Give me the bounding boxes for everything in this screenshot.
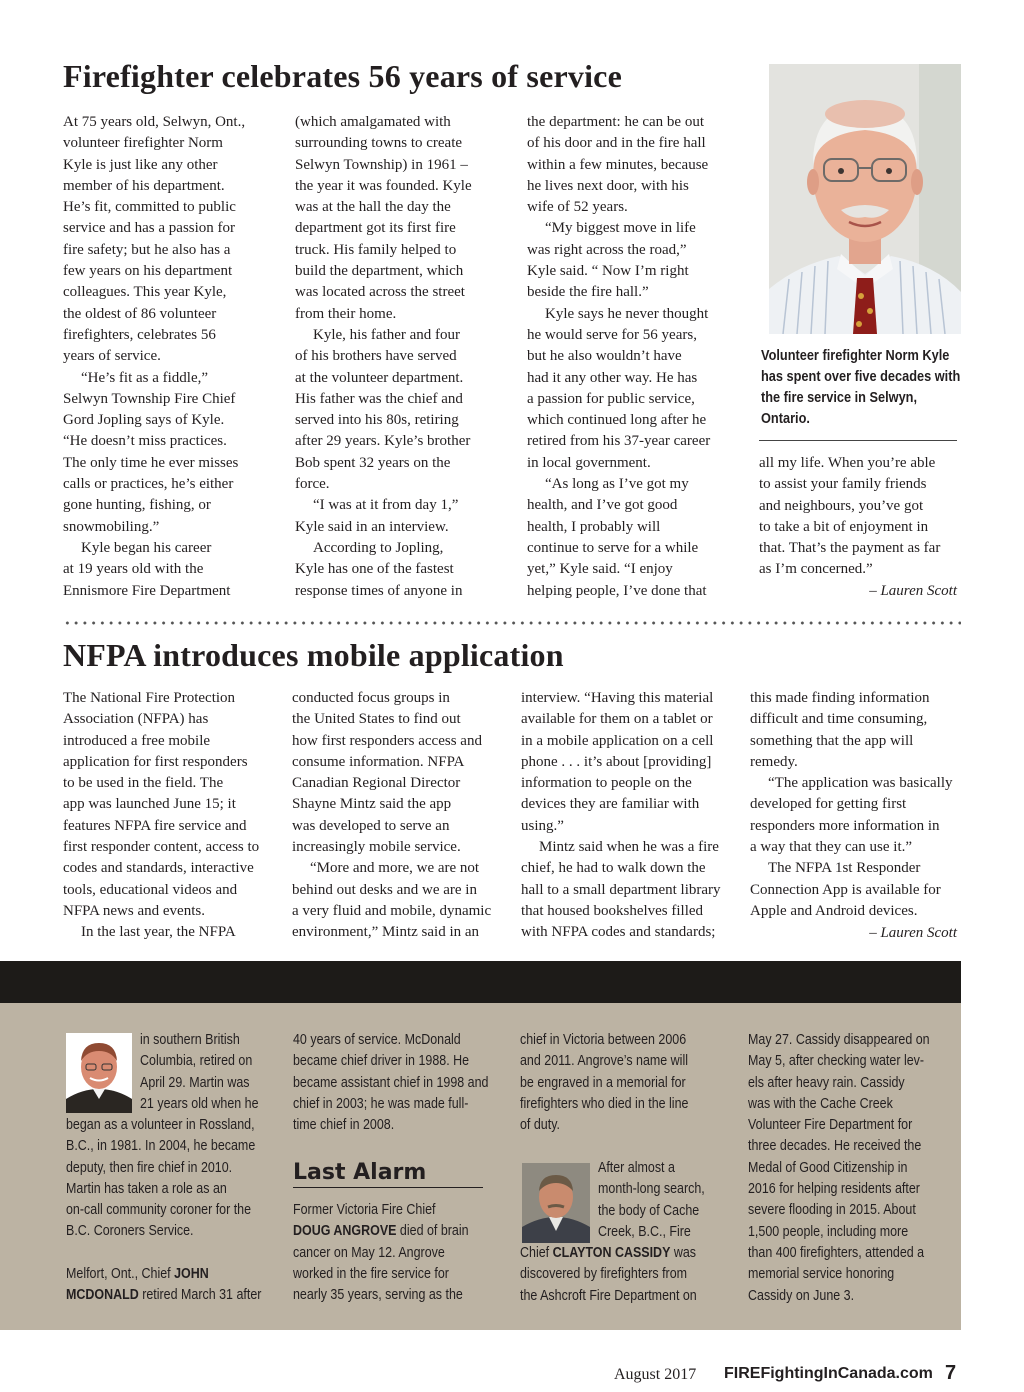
text-line: Kyle has one of the fastest	[295, 561, 454, 578]
text-line: “He’s fit as a fiddle,”	[81, 369, 209, 386]
text-line: response times of anyone in	[295, 582, 463, 599]
text-line: the Ashcroft Fire Department on	[520, 1287, 697, 1304]
text-line: the year it was founded. Kyle	[295, 177, 472, 194]
text-line: Creek, B.C., Fire	[598, 1223, 691, 1240]
text-line: at the volunteer department.	[295, 369, 464, 386]
text-line: be engraved in a memorial for	[520, 1074, 686, 1091]
text-line: volunteer firefighter Norm	[63, 135, 223, 152]
text-line: discovered by firefighters from	[520, 1266, 688, 1283]
alarm-col3-wrap	[598, 1158, 727, 1243]
text-line: than 400 firefighters, attended a	[748, 1244, 925, 1261]
section-divider	[63, 620, 961, 626]
text-line: was right across the road,”	[527, 241, 687, 258]
text-line: Medal of Good Citizenship in	[748, 1159, 908, 1176]
text-line: The National Fire Protection	[63, 690, 236, 706]
text-line: worked in the fire service for	[293, 1265, 449, 1282]
text-line: introduced a free mobile	[63, 732, 211, 749]
text-line: that. That’s the payment as far	[759, 540, 941, 557]
text-line: the United States to find out	[292, 711, 461, 728]
text-line: Kyle says he never thought	[545, 305, 709, 322]
text-line: became chief driver in 1988. He	[293, 1053, 470, 1070]
norm-kyle-photo	[769, 64, 961, 334]
footer-date: August 2017	[614, 1366, 697, 1383]
text-line: surrounding towns to create	[295, 135, 463, 152]
text-line: all my life. When you’re able	[759, 455, 936, 471]
text-line: “My biggest move in life	[545, 220, 696, 237]
text-line: three decades. He received the	[748, 1138, 922, 1155]
text-line: His father was the chief and	[295, 390, 463, 407]
text-line: Shayne Mintz said the app	[292, 796, 452, 813]
article2-col4	[750, 688, 961, 922]
alarm-col3: Chief CLAYTON CASSIDY was discovered by firefighters from the Ashcroft Fire Department on	[520, 1243, 718, 1307]
text-line: a very fluid and mobile, dynamic	[292, 902, 492, 919]
article1-col4	[759, 453, 961, 581]
text-line: department got its first fire	[295, 220, 456, 237]
photo-caption: Volunteer firefighter Norm Kyle has spent over five decades with the fire service in Selwyn, Ontario.	[761, 348, 961, 427]
text-line: Kyle, his father and four	[313, 326, 461, 343]
text-line: hall to a small department library	[521, 881, 721, 898]
text-line: interview. “Having this material	[521, 690, 714, 706]
text-line: severe flooding in 2015. About	[748, 1202, 916, 1219]
text-line: app was launched June 15; it	[63, 796, 236, 813]
text-line: that housed bookshelves filled	[521, 902, 704, 919]
text-line: At 75 years old, Selwyn, Ont.,	[63, 114, 246, 130]
text-line: on-call community coroner for the	[66, 1202, 252, 1219]
text-line: developed for getting first	[750, 796, 907, 813]
text-line: became assistant chief in 1998 and	[293, 1074, 489, 1091]
text-line: to take a bit of enjoyment in	[759, 518, 929, 535]
text-line: May 5, after checking water lev-	[748, 1053, 925, 1070]
text-line: in a mobile application on a cell	[521, 732, 714, 749]
text-line: he would serve for 56 years,	[527, 326, 697, 343]
article1-col2	[295, 112, 510, 602]
text-line: yet,” Kyle said. “I enjoy	[527, 561, 673, 578]
text-line: 40 years of service. McDonald	[293, 1032, 461, 1048]
cassidy-photo	[522, 1163, 590, 1243]
text-line: member of his department.	[63, 177, 225, 194]
article2-title: NFPA introduces mobile application	[63, 637, 564, 673]
text-line: In the last year, the NFPA	[81, 924, 236, 941]
text-line: May 27. Cassidy disappeared on	[748, 1032, 930, 1048]
text-line: tools, educational videos and	[63, 881, 238, 898]
john-mcdonald-name-first: JOHN	[174, 1266, 209, 1282]
text-line: Kyle is just like any other	[63, 156, 218, 173]
text-line: this made finding information	[750, 690, 930, 706]
text-line: colleagues. This year Kyle,	[63, 284, 227, 301]
text-line: month-long search,	[598, 1181, 705, 1198]
john-mcdonald-name-last: MCDONALD	[66, 1287, 139, 1304]
last-alarm-heading: Last Alarm	[293, 1160, 483, 1188]
text-line: helping people, I’ve done that	[527, 582, 707, 599]
text-line: snowmobiling.”	[63, 518, 160, 535]
text-line: B.C. Coroners Service.	[66, 1223, 194, 1240]
text-line: The only time he ever misses	[63, 454, 239, 471]
text-line: a way that they can use it.”	[750, 839, 913, 856]
text-line: fire safety; but he also has a	[63, 241, 231, 258]
text-line: Apple and Android devices.	[750, 902, 918, 919]
text-line: to be used in the field. The	[63, 775, 224, 792]
alarm-col1-wrap	[140, 1030, 269, 1115]
text-line: Ennismore Fire Department	[63, 582, 231, 599]
clayton-cassidy-name: CLAYTON CASSIDY	[552, 1245, 671, 1261]
text-line: “More and more, we are not	[310, 860, 480, 877]
text-line: of his brothers have served	[295, 348, 457, 365]
text-line: chief, he had to walk down the	[521, 860, 706, 877]
text-line: The NFPA 1st Responder	[768, 860, 921, 877]
dark-header-band	[0, 961, 961, 1003]
text-line: at 19 years old with the	[63, 561, 204, 578]
text-line: “The application was basically	[768, 775, 953, 792]
text-line: in southern British	[140, 1032, 240, 1048]
martin-photo	[66, 1033, 132, 1113]
text-line: consume information. NFPA	[292, 753, 465, 770]
text-line: environment,” Mintz said in an	[292, 924, 480, 941]
text-line: conducted focus groups in	[292, 690, 450, 706]
article1-title: Firefighter celebrates 56 years of service	[63, 58, 622, 94]
text-line: few years on his department	[63, 263, 233, 280]
text-line: Bob spent 32 years on the	[295, 454, 451, 471]
doug-angrove-name: DOUG ANGROVE	[293, 1223, 397, 1240]
text-line: had it any other way. He has	[527, 369, 698, 386]
text-line: “As long as I’ve got my	[545, 476, 689, 493]
text-line: health, and I’ve got good	[527, 497, 678, 514]
text-line: from their home.	[295, 305, 397, 322]
text-line: deputy, then fire chief in 2010.	[66, 1159, 233, 1176]
text-line: April 29. Martin was	[140, 1074, 250, 1091]
article2-col1	[63, 688, 278, 944]
text-line: codes and standards, interactive	[63, 860, 254, 877]
text-line: continue to serve for a while	[527, 539, 699, 556]
text-line: was developed to serve an	[292, 817, 450, 834]
text-line: retired from his 37-year career	[527, 433, 711, 450]
text-line: and 2011. Angrove’s name will	[520, 1053, 688, 1070]
text-line: truck. His family helped to	[295, 241, 457, 258]
text-line: as I’m concerned.”	[759, 561, 873, 578]
text-line: chief in Victoria between 2006	[520, 1032, 687, 1048]
alarm-col2: Former Victoria Fire Chief DOUG ANGROVE died of brain cancer on May 12. Angrove worked in the fire service for nearly 35 years, serving as the	[293, 1200, 491, 1306]
text-line: in local government.	[527, 454, 651, 471]
text-line: application for first responders	[63, 753, 248, 770]
caption-divider	[759, 440, 957, 441]
text-line: how first responders access and	[292, 732, 482, 749]
text-line: of his door and in the fire hall	[527, 135, 706, 152]
text-line: Volunteer Fire Department for	[748, 1117, 913, 1134]
text-line: something that the app will	[750, 732, 914, 749]
text-line: force.	[295, 476, 330, 493]
text-line: Martin has taken a role as an	[66, 1180, 227, 1197]
text-line: increasingly mobile service.	[292, 839, 461, 856]
text-line: was located across the street	[295, 284, 465, 301]
article2-col2	[292, 688, 507, 944]
text-line: “I was at it from day 1,”	[313, 497, 459, 514]
text-line: 1,500 people, including more	[748, 1223, 909, 1240]
text-line: els after heavy rain. Cassidy	[748, 1074, 905, 1091]
text-line: a passion for public service,	[527, 390, 695, 407]
text-line: Cassidy on June 3.	[748, 1287, 855, 1304]
text-line: using.”	[521, 817, 564, 834]
text-line: Association (NFPA) has	[63, 711, 209, 728]
text-line: Mintz said when he was a fire	[539, 839, 719, 856]
text-line: beside the fire hall.”	[527, 284, 649, 301]
text-line: to assist your family friends	[759, 476, 927, 493]
text-line: he lives next door, with his	[527, 177, 689, 194]
text-line: the body of Cache	[598, 1202, 700, 1219]
alarm-col3-top	[520, 1030, 718, 1136]
text-line: was with the Cache Creek	[748, 1095, 893, 1112]
article2-col3	[521, 688, 736, 944]
text-line: gone hunting, fishing, or	[63, 497, 211, 514]
text-line: the oldest of 86 volunteer	[63, 305, 217, 322]
text-line: phone . . . it’s about [providing]	[521, 753, 712, 770]
text-line: first responder content, access to	[63, 839, 260, 856]
text-line: Kyle said. “ Now I’m right	[527, 263, 689, 280]
text-line: According to Jopling,	[313, 539, 444, 556]
text-line: served into his 80s, retiring	[295, 412, 459, 429]
alarm-col1-tail: Melfort, Ont., Chief JOHN MCDONALD retired March 31 after	[66, 1266, 262, 1304]
text-line: Selwyn Township Fire Chief	[63, 390, 236, 407]
text-line: Columbia, retired on	[140, 1053, 253, 1070]
text-line: memorial service honoring	[748, 1266, 895, 1283]
text-line: nearly 35 years, serving as the	[293, 1287, 463, 1304]
text-line: information to people on the	[521, 775, 692, 792]
text-line: was at the hall the day the	[295, 199, 451, 216]
article1-byline: – Lauren Scott	[869, 583, 957, 599]
text-line: firefighters, celebrates 56	[63, 326, 216, 343]
footer-site: FIREFightingInCanada.com	[724, 1365, 933, 1382]
text-line: build the department, which	[295, 263, 464, 280]
text-line: Gord Jopling says of Kyle.	[63, 412, 225, 429]
text-line: firefighters who died in the line	[520, 1095, 689, 1112]
text-line: Connection App is available for	[750, 881, 941, 898]
text-line: remedy.	[750, 753, 798, 770]
text-line: Kyle said in an interview.	[295, 518, 449, 535]
text-line: available for them on a tablet or	[521, 711, 713, 728]
text-line: devices they are familiar with	[521, 796, 700, 813]
alarm-col1	[66, 1115, 264, 1243]
article1-col1	[63, 112, 278, 602]
text-line: He’s fit, committed to public	[63, 199, 236, 216]
text-line: time chief in 2008.	[293, 1117, 395, 1134]
text-line: calls or practices, he’s either	[63, 476, 234, 493]
text-line: which continued long after he	[527, 412, 707, 429]
text-line: with NFPA codes and standards;	[521, 924, 716, 941]
text-line: the department: he can be out	[527, 114, 705, 130]
text-line: within a few minutes, because	[527, 156, 709, 173]
text-line: Canadian Regional Director	[292, 775, 461, 792]
article1-col3	[527, 112, 742, 602]
text-line: Selwyn Township) in 1961 –	[295, 156, 468, 173]
text-line: behind out desks and we are in	[292, 881, 477, 898]
text-line: and neighbours, you’ve got	[759, 497, 924, 514]
text-line: 2016 for helping residents after	[748, 1181, 920, 1198]
text-line: “He doesn’t miss practices.	[63, 433, 227, 450]
text-line: began as a volunteer in Rossland,	[66, 1117, 255, 1133]
text-line: responders more information in	[750, 817, 940, 834]
text-line: cancer on May 12. Angrove	[293, 1244, 445, 1261]
text-line: years of service.	[63, 348, 161, 365]
text-line: health, I probably will	[527, 518, 661, 535]
text-line: chief in 2003; he was made full-	[293, 1095, 469, 1112]
page-number: 7	[945, 1362, 957, 1384]
alarm-col2-top	[293, 1030, 491, 1136]
text-line: (which amalgamated with	[295, 114, 451, 130]
alarm-col4	[748, 1030, 946, 1307]
text-line: of duty.	[520, 1117, 560, 1134]
text-line: Kyle began his career	[81, 539, 212, 556]
text-line: difficult and time consuming,	[750, 711, 928, 728]
text-line: 21 years old when he	[140, 1095, 259, 1112]
article2-byline: – Lauren Scott	[869, 925, 957, 941]
text-line: After almost a	[598, 1160, 675, 1176]
text-line: B.C., in 1981. In 2004, he became	[66, 1138, 256, 1155]
text-line: NFPA news and events.	[63, 902, 205, 919]
text-line: but he also wouldn’t have	[527, 348, 682, 365]
text-line: features NFPA fire service and	[63, 817, 247, 834]
text-line: service and has a passion for	[63, 220, 236, 237]
text-line: wife of 52 years.	[527, 199, 628, 216]
text-line: after 29 years. Kyle’s brother	[295, 433, 471, 450]
